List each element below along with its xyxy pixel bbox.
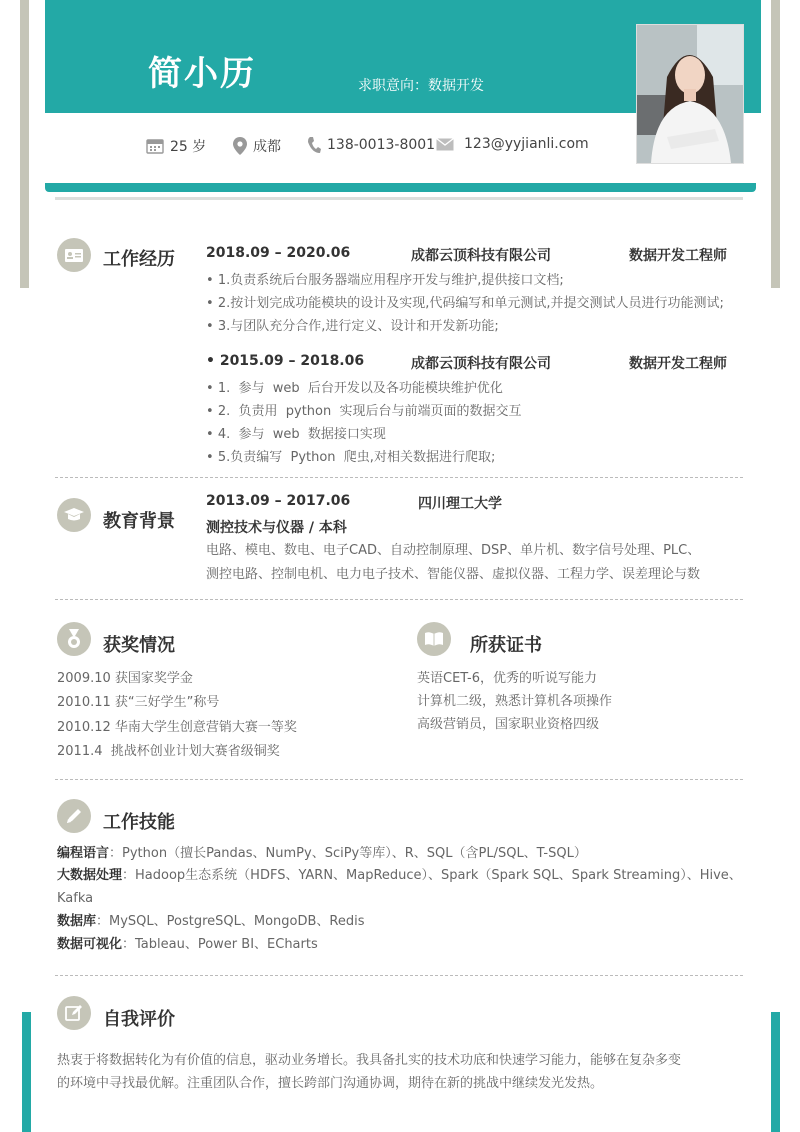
job-1-item-3: • 3.与团队充分合作,进行定义、设计和开发新功能;	[206, 319, 499, 334]
job-1-company: 成都云顶科技有限公司	[411, 248, 551, 264]
job-2-company: 成都云顶科技有限公司	[411, 356, 551, 372]
education-courses-line1: 电路、模电、数电、电子CAD、自动控制原理、DSP、单片机、数字信号处理、PLC、	[206, 543, 701, 558]
medal-icon	[57, 622, 91, 656]
education-section-title: 教育背景	[103, 511, 175, 532]
graduation-cap-icon	[57, 498, 91, 532]
divider	[55, 477, 743, 478]
mail-icon	[436, 138, 454, 151]
education-school: 四川理工大学	[418, 496, 502, 512]
header-subrule	[55, 197, 743, 200]
awards-section-title: 获奖情况	[103, 635, 175, 656]
award-item: 2009.10 获国家奖学金	[57, 671, 193, 686]
divider	[55, 599, 743, 600]
divider	[55, 975, 743, 976]
city-info	[233, 136, 281, 156]
skills-section-title: 工作技能	[103, 812, 175, 833]
phone-info	[307, 136, 435, 154]
award-item: 2010.12 华南大学生创意营销大赛一等奖	[57, 720, 297, 735]
header-rule	[45, 183, 756, 192]
email-info	[436, 136, 589, 152]
job-2-item-1: • 1. 参与 web 后台开发以及各功能模块维护优化	[206, 381, 503, 396]
self-section-title: 自我评价	[103, 1009, 175, 1030]
job-1-item-1: • 1.负责系统后台服务器端应用程序开发与维护,提供接口文档;	[206, 273, 564, 288]
job-1-item-2: • 2.按计划完成功能模块的设计及实现,代码编写和单元测试,并提交测试人员进行功能测试;	[206, 296, 724, 311]
skill-row: 编程语言：Python（擅长Pandas、NumPy、SciPy等库）、R、SQL（含PL/SQL、T-SQL）	[57, 846, 587, 861]
education-major: 测控技术与仪器 / 本科	[206, 520, 347, 536]
profile-photo	[636, 24, 744, 164]
phone-icon	[307, 136, 321, 154]
id-card-icon	[57, 238, 91, 272]
right-gray-bar	[771, 0, 780, 288]
city-text: 成都	[253, 139, 281, 155]
resume-name: 简小历	[148, 54, 256, 94]
left-teal-bar	[22, 1012, 31, 1132]
skill-row: 数据库：MySQL、PostgreSQL、MongoDB、Redis	[57, 914, 365, 929]
self-evaluation-line1: 热衷于将数据转化为有价值的信息，驱动业务增长。我具备扎实的技术功底和快速学习能力，能够在复杂多变	[57, 1053, 682, 1068]
cert-item: 高级营销员，国家职业资格四级	[417, 717, 600, 732]
self-evaluation-line2: 的环境中寻找最优解。注重团队合作，擅长跨部门沟通协调，期待在新的挑战中继续发光发热。	[57, 1076, 604, 1091]
job-2-item-4: • 5.负责编写 Python 爬虫,对相关数据进行爬取;	[206, 450, 496, 465]
calendar-icon	[146, 138, 164, 154]
phone-text: 138-0013-8001	[327, 137, 436, 153]
education-courses-line2: 测控电路、控制电机、电力电子技术、智能仪器、虚拟仪器、工程力学、误差理论与数	[206, 567, 701, 582]
award-item: 2010.11 获“三好学生”称号	[57, 695, 220, 710]
job-2-period: • 2015.09 – 2018.06	[206, 353, 365, 369]
job-1-period: 2018.09 – 2020.06	[206, 245, 351, 261]
email-text: 123@yyjianli.com	[464, 136, 589, 152]
skill-row: 大数据处理：Hadoop生态系统（HDFS、YARN、MapReduce）、Spark（Spark SQL、Spark Streaming）、Hive、	[57, 868, 742, 883]
award-item: 2011.4 挑战杯创业计划大赛省级铜奖	[57, 744, 280, 759]
job-1-role: 数据开发工程师	[629, 248, 727, 264]
education-period: 2013.09 – 2017.06	[206, 493, 351, 509]
age-text: 25 岁	[170, 139, 207, 155]
skill-row: 数据可视化：Tableau、Power BI、ECharts	[57, 937, 318, 952]
job-2-role: 数据开发工程师	[629, 356, 727, 372]
age-info	[146, 136, 206, 156]
certs-section-title: 所获证书	[470, 635, 542, 656]
divider	[55, 779, 743, 780]
job-2-item-3: • 4. 参与 web 数据接口实现	[206, 427, 386, 442]
edit-note-icon	[57, 996, 91, 1030]
job-2-item-2: • 2. 负责用 python 实现后台与前端页面的数据交互	[206, 404, 522, 419]
left-gray-bar	[20, 0, 29, 288]
job-intent: 求职意向：数据开发	[358, 78, 484, 94]
cert-item: 英语CET-6，优秀的听说写能力	[417, 671, 598, 686]
location-pin-icon	[233, 137, 247, 155]
skill-row: Kafka	[57, 891, 94, 906]
book-icon	[417, 622, 451, 656]
pen-icon	[57, 799, 91, 833]
cert-item: 计算机二级，熟悉计算机各项操作	[417, 694, 613, 709]
right-teal-bar	[771, 1012, 780, 1132]
work-section-title: 工作经历	[103, 249, 175, 270]
